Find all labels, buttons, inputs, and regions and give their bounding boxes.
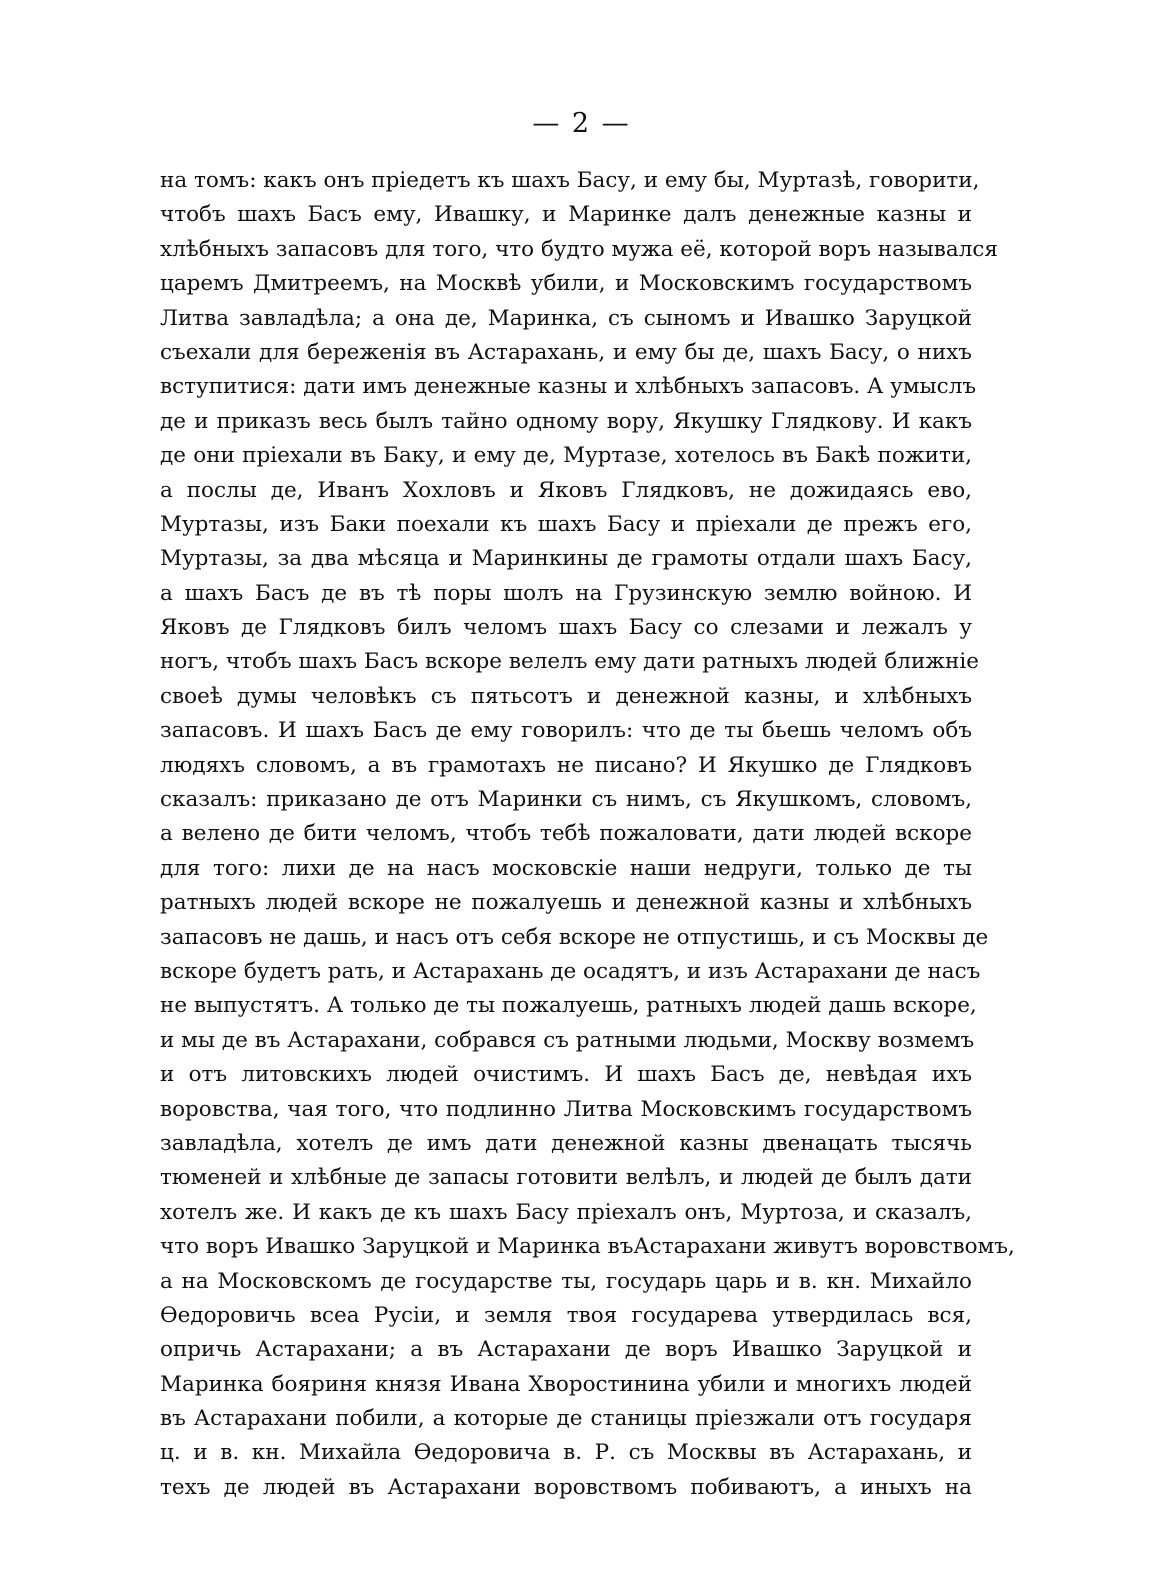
text-line: Маринка бояриня князя Ивана Хворостинина убили и многихъ людей (160, 1371, 972, 1397)
text-line: на томъ: какъ онъ пріедетъ къ шахъ Басу, и ему бы, Муртазѣ, говорити, (160, 168, 980, 193)
text-line: чтобъ шахъ Басъ ему, Ивашку, и Маринке далъ денежные казны и (160, 202, 972, 228)
text-line: ногъ, чтобъ шахъ Басъ вскоре велелъ ему дати ратныхъ людей ближніе (160, 649, 979, 675)
text-line: завладѣла, хотелъ де имъ дати денежной казны двенацать тысячь (160, 1130, 972, 1156)
text-line: Муртазы, изъ Баки поехали къ шахъ Басу и пріехали де прежъ его, (160, 511, 972, 537)
text-line: запасовъ. И шахъ Басъ де ему говорилъ: что де ты бьешь челомъ объ (160, 718, 972, 744)
body-text (160, 164, 1015, 1505)
text-line: ратныхъ людей вскоре не пожалуешь и денежной казны и хлѣбныхъ (160, 890, 972, 916)
text-line: хотелъ же. И какъ де къ шахъ Басу пріехалъ онъ, Муртоза, и сказалъ, (160, 1199, 972, 1225)
text-line: а на Московскомъ де государстве ты, государь царь и в. кн. Михайло (160, 1268, 972, 1294)
text-line: что воръ Ивашко Заруцкой и Маринка въАстарахани живутъ воровствомъ, (160, 1234, 1015, 1260)
text-line: Яковъ де Глядковъ билъ челомъ шахъ Басу со слезами и лежалъ у (160, 615, 972, 641)
text-line: хлѣбныхъ запасовъ для того, что будто мужа её, которой воръ назывался (160, 236, 998, 262)
text-line: а велено де бити челомъ, чтобъ тебѣ пожаловати, дати людей вскоре (160, 821, 972, 847)
page-number: — 2 — (532, 108, 631, 139)
text-line: съехали для береженія въ Астарахань, и ему бы де, шахъ Басу, о нихъ (160, 339, 972, 365)
text-line: царемъ Дмитреемъ, на Москвѣ убили, и Московскимъ государствомъ (160, 271, 972, 297)
text-line: въ Астарахани побили, а которые де станицы пріезжали отъ государя (160, 1406, 972, 1432)
text-line: людяхъ словомъ, а въ грамотахъ не писано? И Якушко де Глядковъ (160, 752, 972, 778)
text-line: опричь Астарахани; а въ Астарахани де воръ Ивашко Заруцкой и (160, 1337, 972, 1363)
text-line: а шахъ Басъ де въ тѣ поры шолъ на Грузинскую землю войною. И (160, 580, 972, 606)
text-line: не выпустятъ. А только де ты пожалуешь, ратныхъ людей дашь вскоре, (160, 993, 977, 1019)
text-line: для того: лихи де на насъ московскіе наши недруги, только де ты (160, 855, 972, 881)
text-line: Ѳедоровичь всеа Русіи, и земля твоя государева утвердилась вся, (160, 1302, 972, 1328)
text-line: воровства, чая того, что подлинно Литва Московскимъ государствомъ (160, 1096, 972, 1122)
text-line: де они пріехали въ Баку, и ему де, Муртазе, хотелось въ Бакѣ пожити, (160, 443, 972, 469)
text-line: де и приказъ весь былъ тайно одному вору, Якушку Глядкову. И какъ (160, 408, 972, 434)
text-line: ц. и в. кн. Михайла Ѳедоровича в. Р. съ Москвы въ Астарахань, и (160, 1440, 972, 1466)
text-line: Литва завладѣла; а она де, Маринка, съ сыномъ и Ивашко Заруцкой (160, 305, 972, 331)
text-line: и отъ литовскихъ людей очистимъ. И шахъ Басъ де, невѣдая ихъ (160, 1062, 972, 1088)
text-line: вскоре будетъ рать, и Астарахань де осадятъ, и изъ Астарахани де насъ (160, 958, 981, 984)
text-line: своеѣ думы человѣкъ съ пятьсотъ и денежной казны, и хлѣбныхъ (160, 683, 972, 709)
text-line: а послы де, Иванъ Хохловъ и Яковъ Глядковъ, не дожидаясь ево, (160, 477, 972, 503)
text-line: Муртазы, за два мѣсяца и Маринкины де грамоты отдали шахъ Басу, (160, 546, 972, 572)
text-line: и мы де въ Астарахани, собрався съ ратными людьми, Москву возмемъ (160, 1027, 975, 1053)
text-line: вступитися: дати имъ денежные казны и хлѣбныхъ запасовъ. А умыслъ (160, 374, 977, 400)
text-line: тюменей и хлѣбные де запасы готовити велѣлъ, и людей де былъ дати (160, 1165, 972, 1191)
text-line: сказалъ: приказано де отъ Маринки съ нимъ, съ Якушкомъ, словомъ, (160, 787, 972, 813)
text-line: техъ де людей въ Астарахани воровствомъ побиваютъ, а иныхъ на (160, 1474, 972, 1500)
text-line: запасовъ не дашь, и насъ отъ себя вскоре не отпустишь, и съ Москвы де (160, 924, 989, 950)
